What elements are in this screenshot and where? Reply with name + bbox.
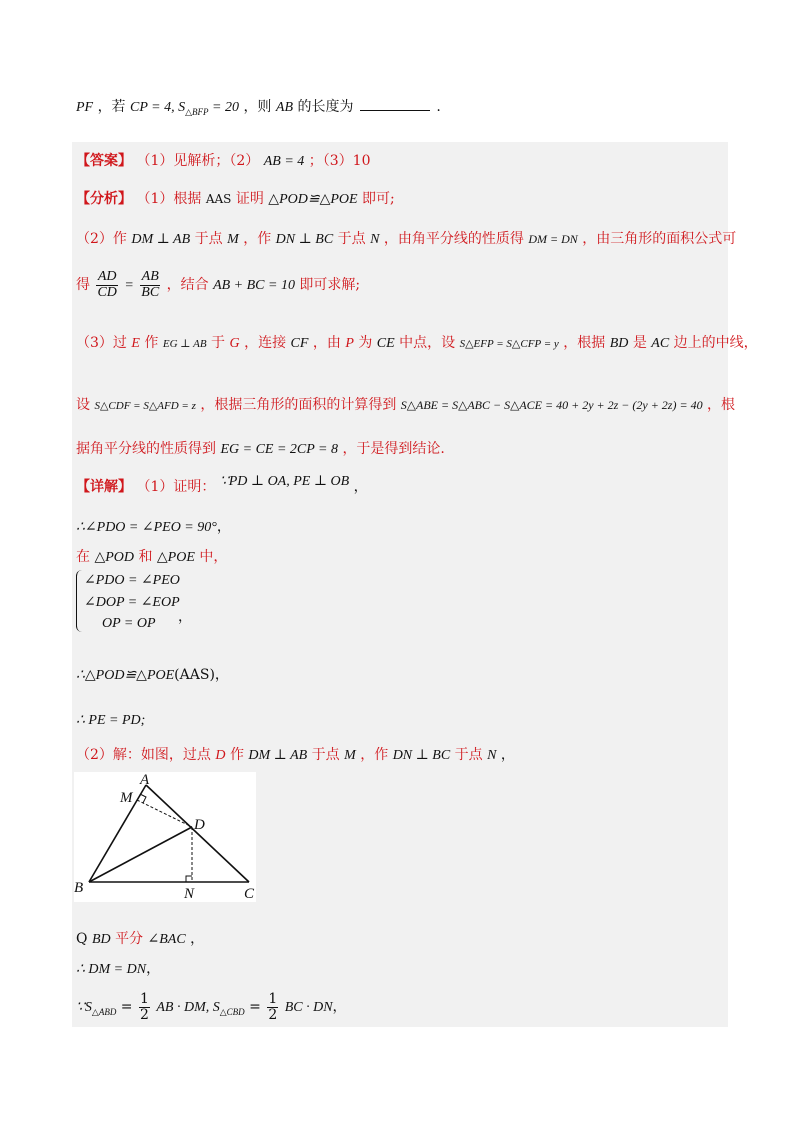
analysis-line-6: 据角平分线的性质得到 EG = CE = 2CP = 8 ，于是得到结论. <box>76 441 445 457</box>
analysis-line-5: 设 S△CDF = S△AFD = z ，根据三角形的面积的计算得到 S△ABE = S△ABC − S△ACE = 40 + 2y + 2z − (2y + 2z) = 40 ，根 <box>76 397 736 413</box>
detail-line-3: 在 △POD 和 △POE 中， <box>76 549 228 565</box>
label-b: B <box>74 880 84 896</box>
side-ac <box>146 785 249 882</box>
answer-tag: 【答案】 <box>76 153 132 169</box>
text-ze: ，则 <box>243 99 272 115</box>
label-m: M <box>120 790 133 806</box>
label-n: N <box>184 886 195 902</box>
answer-blank <box>360 98 430 111</box>
text-tail: 的长度为 <box>297 99 354 115</box>
right-angle-m <box>140 794 146 803</box>
fraction-ab-bc: $\frac{AB}{BC}$ <box>141 269 160 300</box>
text-dot: . <box>436 99 441 115</box>
label-c: C <box>244 886 255 902</box>
fraction-half-1: $\frac{1}{2}$ <box>139 991 149 1023</box>
segment-dm <box>137 800 192 827</box>
segment-pf: PF <box>76 100 94 115</box>
analysis-line-4: （3）过 E 作 EG ⊥ AB 于 G ，连接 CF ，由 P 为 CE 中点，设 S△EFP = S△CFP = y ，根据 BD 是 AC 边上的中线， <box>76 335 758 351</box>
detail-line-1: 【详解】 （1）证明： ∵PD ⊥ OA, PE ⊥ OB ， <box>76 474 368 495</box>
triangle-figure <box>74 772 256 902</box>
left-brace <box>76 570 83 632</box>
detail-line-8: ∴ DM = DN， <box>76 961 161 977</box>
fraction-half-2: $\frac{1}{2}$ <box>268 991 278 1023</box>
analysis-line-2: （2）作 DM ⊥ AB 于点 M ，作 DN ⊥ BC 于点 N ，由角平分线的性质得 DM = DN ，由三角形的面积公式可 <box>76 231 737 247</box>
detail-tag: 【详解】 <box>76 479 132 495</box>
triangle-diagram <box>74 772 256 902</box>
detail-line-2: ∴∠PDO = ∠PEO = 90°， <box>76 519 231 535</box>
question-tail-line <box>76 96 736 118</box>
fraction-ad-cd: $\frac{AD}{CD}$ <box>97 269 117 300</box>
label-d: D <box>194 817 205 833</box>
right-angle-n <box>186 876 192 882</box>
detail-line-6: （2）解：如图，过点 D 作 DM ⊥ AB 于点 M ，作 DN ⊥ BC 于点 N ， <box>76 747 515 763</box>
segment-ab: AB <box>275 100 293 115</box>
detail-line-9: $\because S_{\triangle ABD}$ = $\frac{1}{2}$ AB · DM, $S_{\triangle CBD}$ = $\frac{1}{2}$ BC · DN， <box>76 991 347 1023</box>
detail-line-7: Q BD 平分 ∠BAC ， <box>76 931 205 947</box>
analysis-line-3: 得 $\frac{AD}{CD}$ = $\frac{AB}{BC}$ ，结合 AB + BC = 10 即可求解; <box>76 269 361 300</box>
analysis-tag: 【分析】 <box>76 191 132 207</box>
detail-line-5: ∴ PE = PD; <box>76 713 146 728</box>
detail-line-4: ∴△POD≌△POE(AAS)， <box>76 667 229 683</box>
label-a: A <box>140 772 150 788</box>
answer-line: 【答案】 （1）见解析；（2） AB = 4 ；（3）10 <box>76 153 371 169</box>
analysis-line-1: 【分析】 （1）根据 AAS 证明 △POD≌△POE 即可; <box>76 191 395 207</box>
condition-cp: CP = 4, $S_{\triangle BFP} = 20$ <box>130 100 239 117</box>
text-ruo: ，若 <box>97 99 126 115</box>
